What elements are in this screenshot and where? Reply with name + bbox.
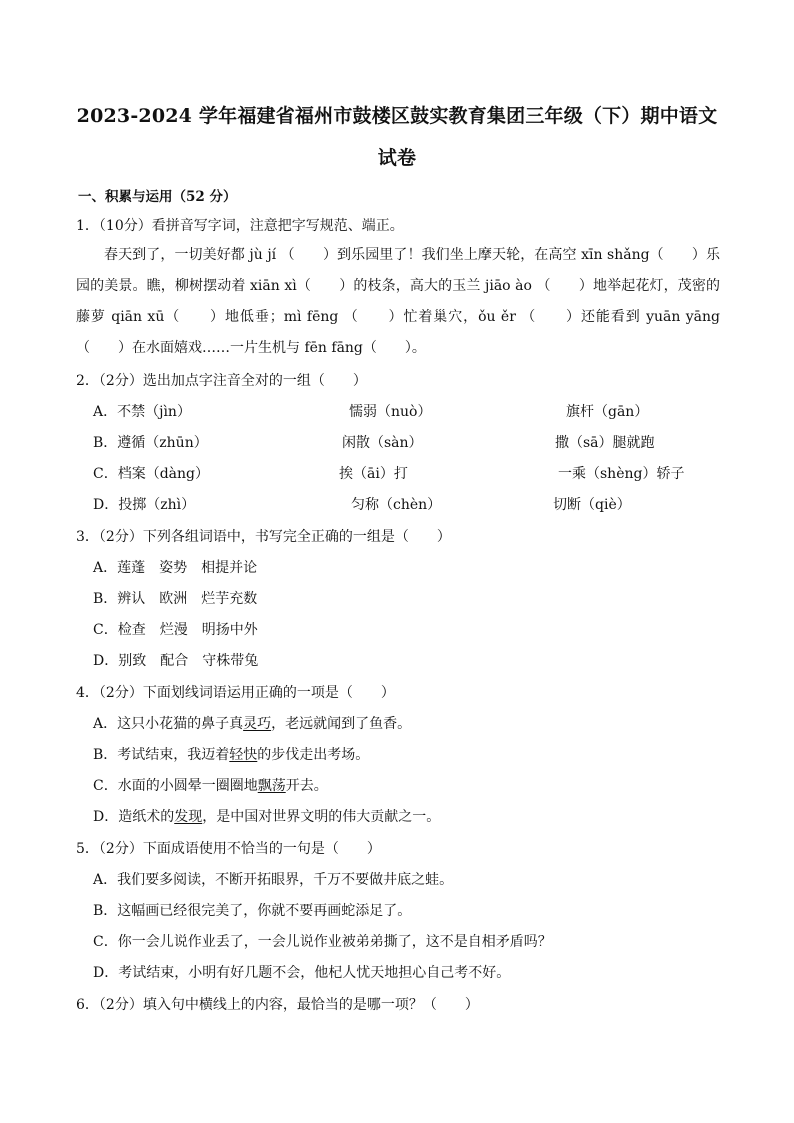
option-item: 切断（qiè） — [553, 497, 631, 513]
option-text: ，老远就闻到了鱼香。 — [271, 716, 412, 732]
option-text: C．水面的小圆晕一圈圈地 — [93, 778, 258, 794]
question-6-stem: 6．（2分）填入句中横线上的内容，最恰当的是哪一项？（ ） — [76, 997, 479, 1013]
option-item: 一乘（shèng）轿子 — [558, 466, 685, 482]
option: C．档案（dàng） — [93, 466, 209, 482]
option-text: ，是中国对世界文明的伟大贡献之一。 — [202, 809, 441, 825]
question-4-stem: 4．（2分）下面划线词语运用正确的一项是（ ） — [76, 685, 395, 701]
option-item: 撒（sā）腿就跑 — [555, 435, 655, 451]
option-text: 的步伐走出考场。 — [257, 747, 370, 763]
option: B．这幅画已经很完美了，你就不要再画蛇添足了。 — [93, 903, 412, 919]
question-3-stem: 3．（2分）下列各组词语中，书写完全正确的一组是（ ） — [76, 529, 451, 545]
option: C．你一会儿说作业丢了，一会儿说作业被弟弟撕了，这不是自相矛盾吗？ — [93, 934, 552, 950]
option-item: 挨（āi）打 — [339, 466, 408, 482]
option-text: D．造纸术的 — [93, 809, 175, 825]
option: C．检查 烂漫 明扬中外 — [93, 622, 258, 638]
question-5-stem: 5．（2分）下面成语使用不恰当的一句是（ ） — [76, 841, 381, 857]
question-2-stem: 2．（2分）选出加点字注音全对的一组（ ） — [76, 373, 367, 389]
option: A．莲蓬 姿势 相提并论 — [93, 560, 258, 576]
option-text: B．考试结束，我迈着 — [93, 747, 230, 763]
option: A．不禁（jìn） — [93, 404, 191, 420]
underlined-word: 飘荡 — [257, 778, 286, 794]
option — [93, 776, 328, 796]
option: D．考试结束，小明有好几题不会，他杞人忧天地担心自己考不好。 — [93, 965, 511, 981]
passage-line: 春天到了，一切美好都 jù jí （ ）到乐园里了！我们坐上摩天轮，在高空 xīn shǎng（ ）乐 — [104, 247, 720, 263]
section-heading: 一、积累与运用（52 分） — [78, 189, 237, 205]
passage-line: （ ）在水面嬉戏……一片生机与 fēn fāng（ ）。 — [76, 340, 426, 356]
option: B．辨认 欧洲 烂芋充数 — [93, 591, 258, 607]
option: A．我们要多阅读，不断开拓眼界，千万不要做井底之蛙。 — [93, 872, 454, 888]
option: D．别致 配合 守株带兔 — [93, 653, 259, 669]
option-item: 旗杆（gān） — [566, 404, 649, 420]
document-title-line1: 2023-2024 学年福建省福州市鼓楼区鼓实教育集团三年级（下）期中语文 — [76, 105, 718, 127]
option-text: 开去。 — [285, 778, 328, 794]
option: D．投掷（zhì） — [93, 497, 196, 513]
option — [93, 714, 411, 734]
underlined-word: 轻快 — [229, 747, 258, 763]
option-item: 匀称（chèn） — [351, 497, 442, 513]
question-1-stem: 1．（10分）看拼音写字词，注意把字写规范、端正。 — [76, 218, 404, 234]
option-item: 闲散（sàn） — [342, 435, 423, 451]
option — [93, 745, 369, 765]
passage-line: 园的美景。瞧，柳树摆动着 xiān xì（ ）的枝条，高大的玉兰 jiāo ào （ ）地举起花灯，茂密的 — [76, 278, 720, 294]
option-text: A．这只小花猫的鼻子真 — [93, 716, 244, 732]
question-1-passage — [76, 240, 720, 364]
option: B．遵循（zhūn） — [93, 435, 208, 451]
underlined-word: 发现 — [174, 809, 203, 825]
underlined-word: 灵巧 — [243, 716, 272, 732]
option — [93, 807, 440, 827]
passage-line: 藤萝 qiān xū（ ）地低垂；mì fēng （ ）忙着巢穴，ǒu ěr （ ）还能看到 yuān yāng — [76, 309, 720, 325]
document-title-line2: 试卷 — [377, 147, 417, 169]
option-item: 懦弱（nuò） — [349, 404, 432, 420]
